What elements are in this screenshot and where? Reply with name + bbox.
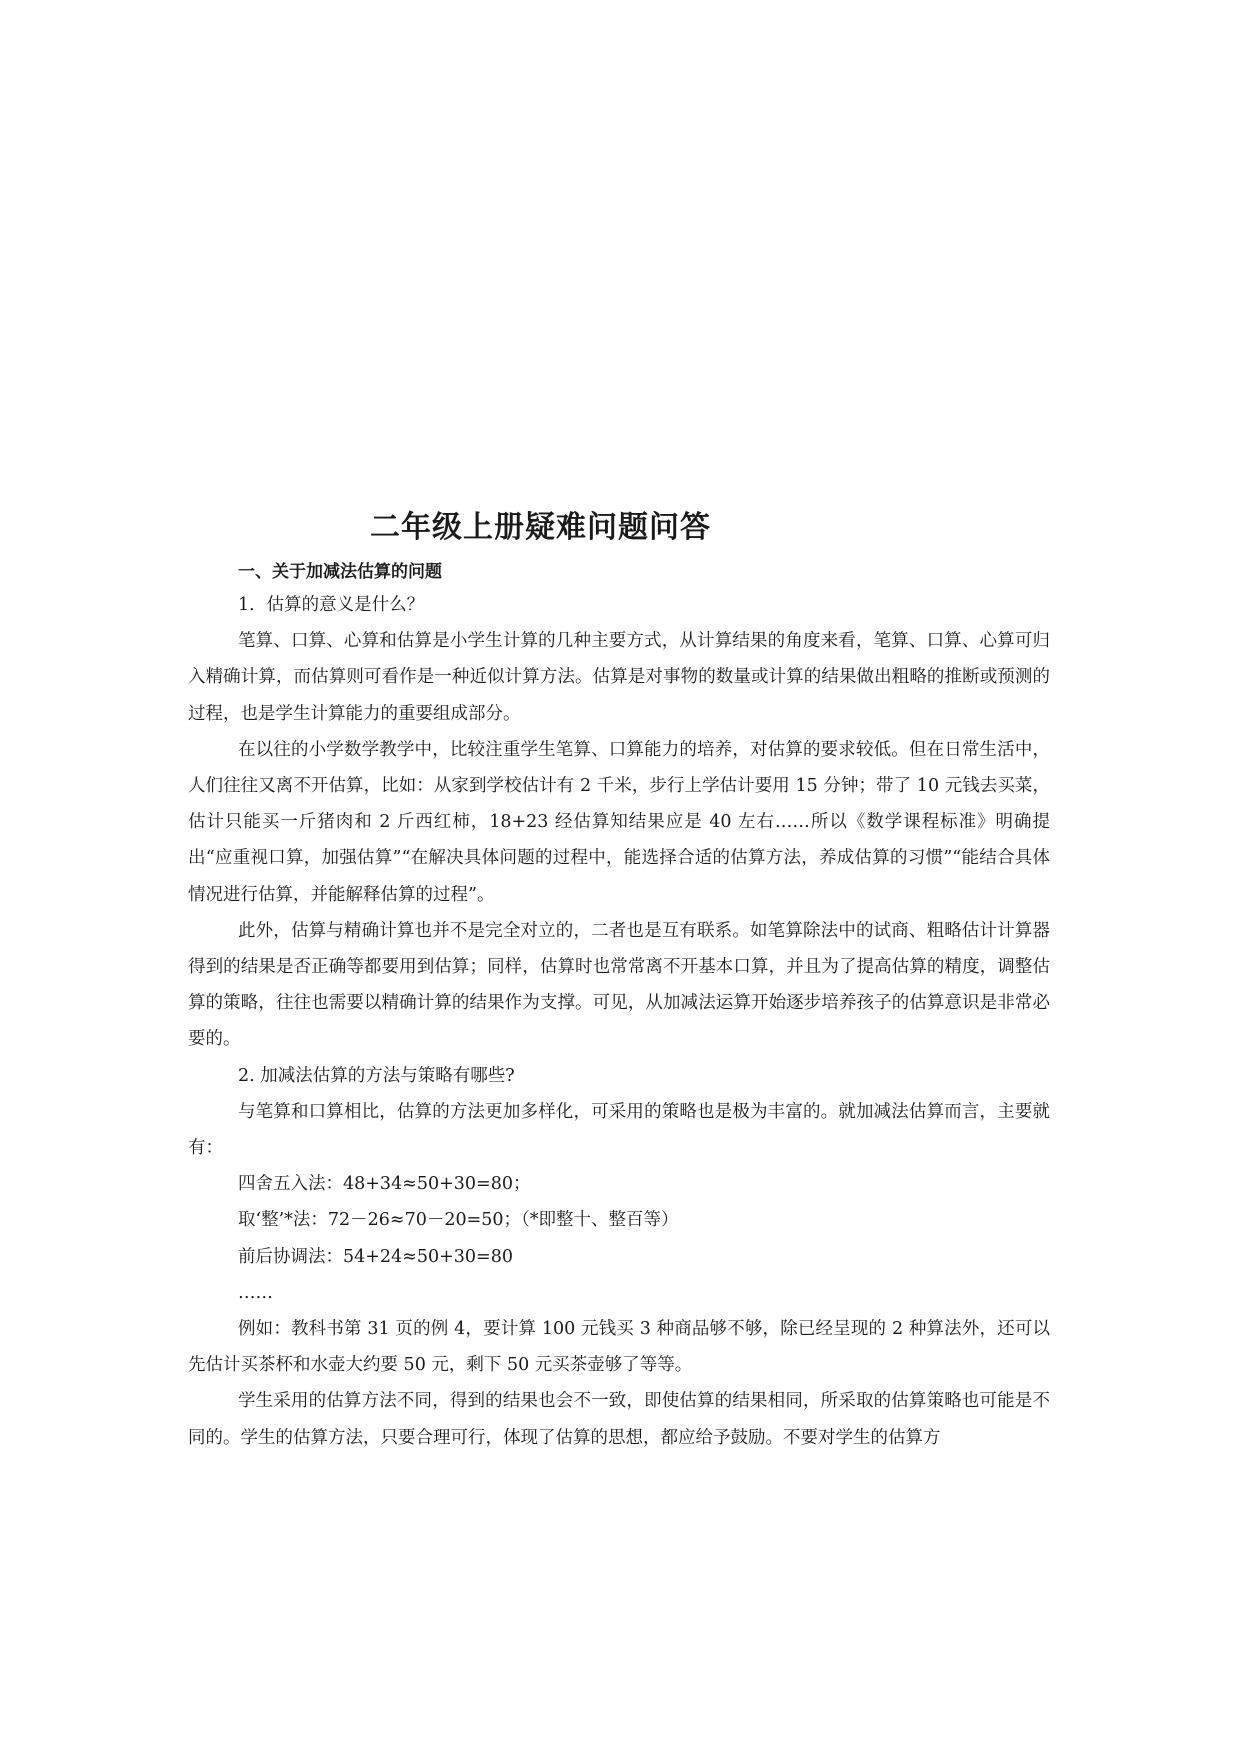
paragraph: 笔算、口算、心算和估算是小学生计算的几种主要方式，从计算结果的角度来看，笔算、口算、心算可归入精确计算，而估算则可看作是一种近似计算方法。估算是对事物的数量或计算的结果做出粗略的推断或预测的过程，也是学生计算能力的重要组成部分。 — [188, 631, 1050, 724]
document-title: 二年级上册疑难问题问答 — [370, 510, 711, 545]
document-body — [188, 587, 1050, 1456]
paragraph: 在以往的小学数学教学中，比较注重学生笔算、口算能力的培养，对估算的要求较低。但在日常生活中，人们往往又离不开估算，比如：从家到学校估计有 2 千米，步行上学估计要用 15 分钟；带了 10 元钱去买菜，估计只能买一斤猪肉和 2 斤西红柿，18+23 经估算知结果应是 40 左右……所以《数学课程标准》明确提出“应重视口算，加强估算”“在解决具体问题的过程中，能选择合适的估算方法，养成估算的习惯”“能结合具体情况进行估算，并能解释估算的过程”。 — [188, 739, 1050, 905]
question-1: 1．估算的意义是什么？ — [238, 595, 425, 615]
ellipsis-line: …… — [238, 1282, 273, 1303]
question-2: 2. 加减法估算的方法与策略有哪些? — [238, 1065, 515, 1086]
method-line: 四舍五入法：48+34≈50+30=80； — [238, 1174, 531, 1195]
paragraph: 学生采用的估算方法不同，得到的结果也会不一致，即使估算的结果相同，所采取的估算策略也可能是不同的。学生的估算方法，只要合理可行，体现了估算的思想，都应给予鼓励。不要对学生的估算方 — [188, 1391, 1050, 1448]
section-heading: 一、关于加减法估算的问题 — [238, 562, 442, 582]
paragraph: 例如：教科书第 31 页的例 4，要计算 100 元钱买 3 种商品够不够，除已经呈现的 2 种算法外，还可以先估计买茶杯和水壶大约要 50 元，剩下 50 元买茶壶够了等等。 — [188, 1319, 1050, 1376]
method-line: 取‘整’*法：72－26≈70－20=50；（*即整十、整百等） — [238, 1210, 679, 1231]
method-line: 前后协调法：54+24≈50+30=80 — [238, 1246, 513, 1267]
paragraph: 与笔算和口算相比，估算的方法更加多样化，可采用的策略也是极为丰富的。就加减法估算而言，主要就有： — [188, 1101, 1050, 1159]
paragraph: 此外，估算与精确计算也并不是完全对立的，二者也是互有联系。如笔算除法中的试商、粗略估计计算器得到的结果是否正确等都要用到估算；同样，估算时也常常离不开基本口算，并且为了提高估算的精度，调整估算的策略，往往也需要以精确计算的结果作为支撑。可见，从加减法运算开始逐步培养孩子的估算意识是非常必要的。 — [188, 920, 1050, 1050]
